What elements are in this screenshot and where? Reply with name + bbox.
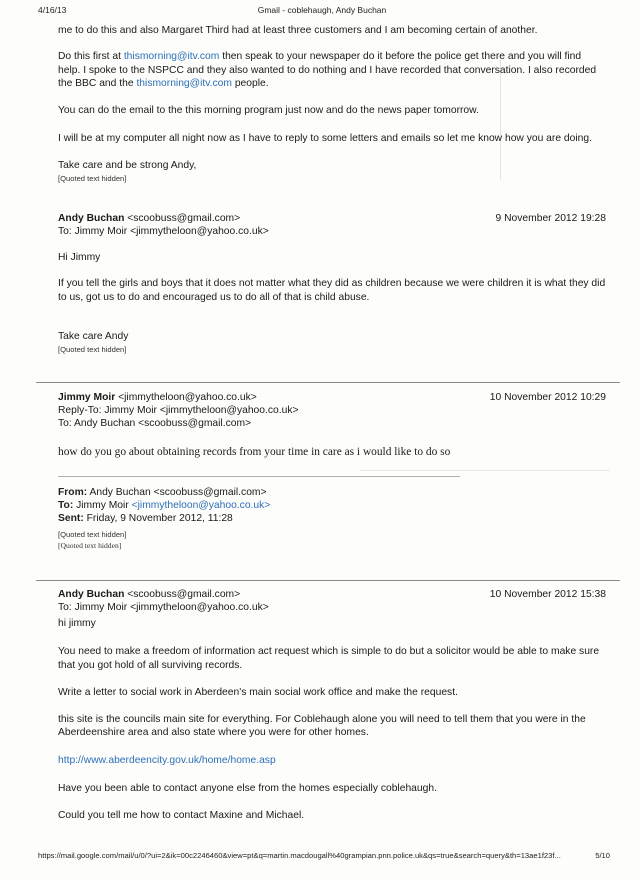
body-text: If you tell the girls and boys that it does not matter what they did as children because we were children it is what they did to us, got us to do and encouraged us to do all of that is child abuse. xyxy=(58,277,606,303)
message-divider xyxy=(36,580,620,581)
email-thread xyxy=(58,24,606,355)
sender-name: Jimmy Moir xyxy=(58,392,116,403)
body-text: how do you go about obtaining records from your time in care as i would like to do so xyxy=(58,445,451,458)
message-date: 10 November 2012 10:29 xyxy=(489,392,606,403)
body-text: me to do this and also Margaret Third had at least three customers and I am becoming certain of another. xyxy=(58,25,538,36)
quoted-text-hidden[interactable]: [Quoted text hidden] xyxy=(58,529,127,539)
body-text: Take care and be strong Andy, xyxy=(58,159,197,171)
print-header xyxy=(38,5,606,19)
print-title: Gmail - coblehaugh, Andy Buchan xyxy=(257,5,387,15)
quote-divider xyxy=(58,476,460,477)
recipient: To: Andy Buchan <scoobuss@gmail.com> xyxy=(58,418,252,430)
top-message-continuation xyxy=(58,24,606,184)
page-number: 5/10 xyxy=(595,851,610,860)
message-header xyxy=(58,212,606,225)
body-text: Have you been able to contact anyone else from the homes especially coblehaugh. xyxy=(58,782,437,794)
body-text: You need to make a freedom of information act request which is simple to do but a solicitor would be able to make sure that you got hold of all surviving records. xyxy=(58,646,600,671)
reply-to: Reply-To: Jimmy Moir <jimmytheloon@yahoo.co.uk> xyxy=(58,405,299,417)
body-text: this site is the councils main site for everything. For Coblehaugh alone you will need to tell them that you were in the Aberdeenshire area and also state where you were for other homes. xyxy=(58,713,586,739)
email-link[interactable]: thismorning@itv.com xyxy=(136,78,232,90)
message-header xyxy=(58,391,606,404)
sender-address: <scoobuss@gmail.com> xyxy=(127,212,241,224)
message-date: 10 November 2012 15:38 xyxy=(489,589,606,600)
recipient: To: Jimmy Moir <jimmytheloon@yahoo.co.uk> xyxy=(58,602,269,614)
quote-to: To: Jimmy Moir <jimmytheloon@yahoo.co.uk> xyxy=(58,500,271,512)
quoted-text-hidden[interactable]: [Quoted text hidden] xyxy=(58,173,127,183)
message-header xyxy=(58,588,606,601)
body-text: I will be at my computer all night now as I have to reply to some letters and emails so let me know how you are doing. xyxy=(58,132,592,144)
body-text: hi jimmy xyxy=(58,618,96,630)
message-jimmy xyxy=(58,391,606,459)
sender-address: <jimmytheloon@yahoo.co.uk> xyxy=(118,392,257,403)
body-text: Could you tell me how to contact Maxine and Michael. xyxy=(58,809,305,821)
body-text: Take care Andy xyxy=(58,331,129,343)
sender-name: Andy Buchan xyxy=(58,212,125,224)
quote-sent: Sent: Friday, 9 November 2012, 11:28 xyxy=(58,513,233,525)
body-text: Hi Jimmy xyxy=(58,251,101,263)
print-date: 4/16/13 xyxy=(38,5,67,15)
quoted-text-hidden[interactable]: [Quoted text hidden] xyxy=(58,540,122,550)
message-divider xyxy=(36,382,620,383)
sender-name: Andy Buchan xyxy=(58,589,125,600)
message-date: 9 November 2012 19:28 xyxy=(495,212,606,224)
body-text: You can do the email to the this morning program just now and do the news paper tomorrow. xyxy=(58,105,479,117)
body-text: Write a letter to social work in Aberdeen's main social work office and make the request. xyxy=(58,686,458,698)
quote-from: From: Andy Buchan <scoobuss@gmail.com> xyxy=(58,487,267,498)
council-link[interactable]: http://www.aberdeencity.gov.uk/home/home.asp xyxy=(58,755,276,767)
email-link[interactable]: thismorning@itv.com xyxy=(123,50,220,62)
message-andy-2 xyxy=(58,588,606,823)
sender-address: <scoobuss@gmail.com> xyxy=(127,589,241,600)
message-andy-1 xyxy=(58,212,606,356)
quoted-text-hidden[interactable]: [Quoted text hidden] xyxy=(58,345,127,355)
forwarded-quote xyxy=(58,486,606,551)
print-url: https://mail.google.com/mail/u/0/?ui=2&ik=00c2246460&view=pt&q=martin.macdougall%40grampian.pnn.police.uk&qs=true&search=query&th=13ae1f23f... xyxy=(38,851,561,860)
body-text: Do this first at thismorning@itv.com then speak to your newspaper do it before the police get there and you will find help. I spoke to the NSPCC and they also wanted to do nothing and I have recorded that conversation. I also recorded the BBC and the thismorning@itv.com people. xyxy=(58,50,597,90)
recipient: To: Jimmy Moir <jimmytheloon@yahoo.co.uk> xyxy=(58,225,269,237)
